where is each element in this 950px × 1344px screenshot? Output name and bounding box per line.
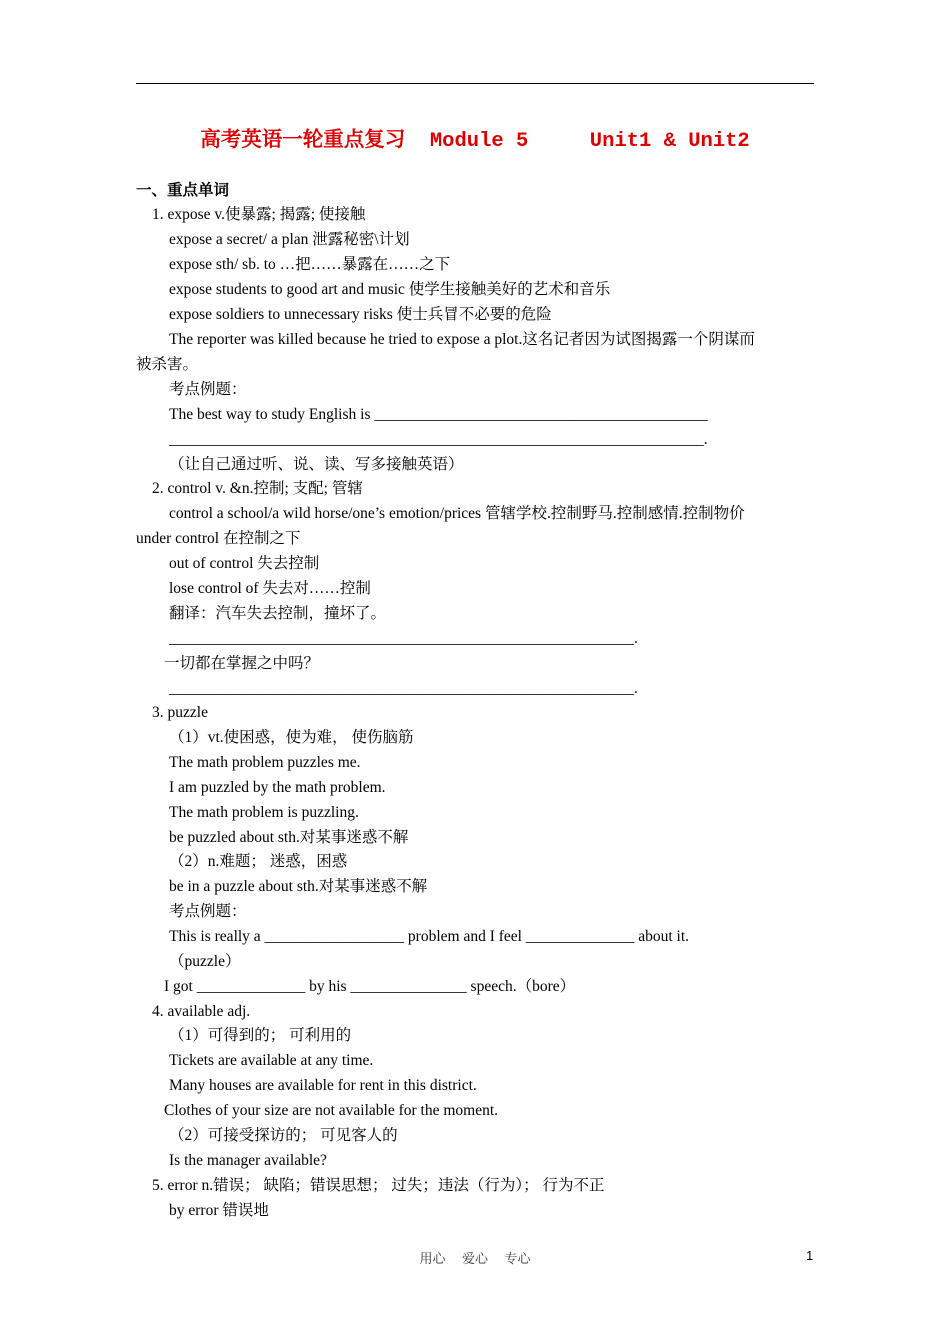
text-line: （1）vt.使困惑，使为难， 使伤脑筋 [169,729,414,746]
text-line: （让自己通过听、说、读、写多接触英语） [169,456,464,473]
text-line: expose sth/ sb. to …把……暴露在……之下 [169,256,451,273]
item-2-heading: 2. control v. &n.控制; 支配; 管辖 [152,480,363,497]
page-title: 高考英语一轮重点复习 Module 5 Unit1 & Unit2 [200,130,750,153]
page-number: 1 [806,1248,814,1263]
text-line: out of control 失去控制 [169,555,320,572]
text-line: （2）可接受探访的； 可见客人的 [169,1127,398,1144]
text-line: expose a secret/ a plan 泄露秘密\计划 [169,231,410,248]
text-line: 考点例题： [169,381,247,398]
text-line: The reporter was killed because he tried to expose a plot.这名记者因为试图揭露一个阴谋而 [169,331,755,348]
text-line: 一切都在掌握之中吗？ [164,655,320,672]
exercise-line: I got ______________ by his _______________ speech.（bore） [164,978,576,995]
exercise-line: The best way to study English is ___________________________________________ [169,406,708,423]
item-4-heading: 4. available adj. [152,1003,251,1020]
section-heading: 一、重点单词 [136,182,230,199]
text-line: I am puzzled by the math problem. [169,779,386,796]
text-line: by error 错误地 [169,1202,269,1219]
text-line: expose soldiers to unnecessary risks 使士兵冒不必要的危险 [169,306,552,323]
text-line: （1）可得到的； 可利用的 [169,1027,352,1044]
text-line: （2）n.难题； 迷惑，困惑 [169,853,348,870]
text-line: Many houses are available for rent in this district. [169,1077,477,1094]
blank-line: _____________________________________________________________________. [169,431,708,448]
blank-line: ____________________________________________________________. [169,680,638,697]
text-line: lose control of 失去对……控制 [169,580,371,597]
text-line: be in a puzzle about sth.对某事迷惑不解 [169,878,428,895]
text-line: Clothes of your size are not available for the moment. [164,1102,499,1119]
exercise-line: This is really a __________________ problem and I feel ______________ about it. [169,928,690,945]
text-line: The math problem puzzles me. [169,754,361,771]
page-footer: 用心 爱心 专心 [419,1252,531,1267]
text-line: The math problem is puzzling. [169,804,359,821]
text-line: 考点例题： [169,903,247,920]
text-line: control a school/a wild horse/one’s emotion/prices 管辖学校.控制野马.控制感情.控制物价 [169,505,745,522]
text-line: under control 在控制之下 [136,530,301,547]
text-line: Tickets are available at any time. [169,1052,374,1069]
text-line: expose students to good art and music 使学生接触美好的艺术和音乐 [169,281,611,298]
item-1-heading: 1. expose v.使暴露; 揭露; 使接触 [152,206,366,223]
blank-line: ____________________________________________________________. [169,630,638,647]
item-3-heading: 3. puzzle [152,704,208,721]
item-5-heading: 5. error n.错误； 缺陷；错误思想； 过失；违法（行为）； 行为不正 [152,1177,605,1194]
text-line: be puzzled about sth.对某事迷惑不解 [169,829,409,846]
text-line: 被杀害。 [136,356,199,373]
text-line: Is the manager available? [169,1152,327,1169]
text-line: 翻译：汽车失去控制，撞坏了。 [169,605,387,622]
header-rule [136,83,814,84]
text-line: （puzzle） [169,953,241,970]
